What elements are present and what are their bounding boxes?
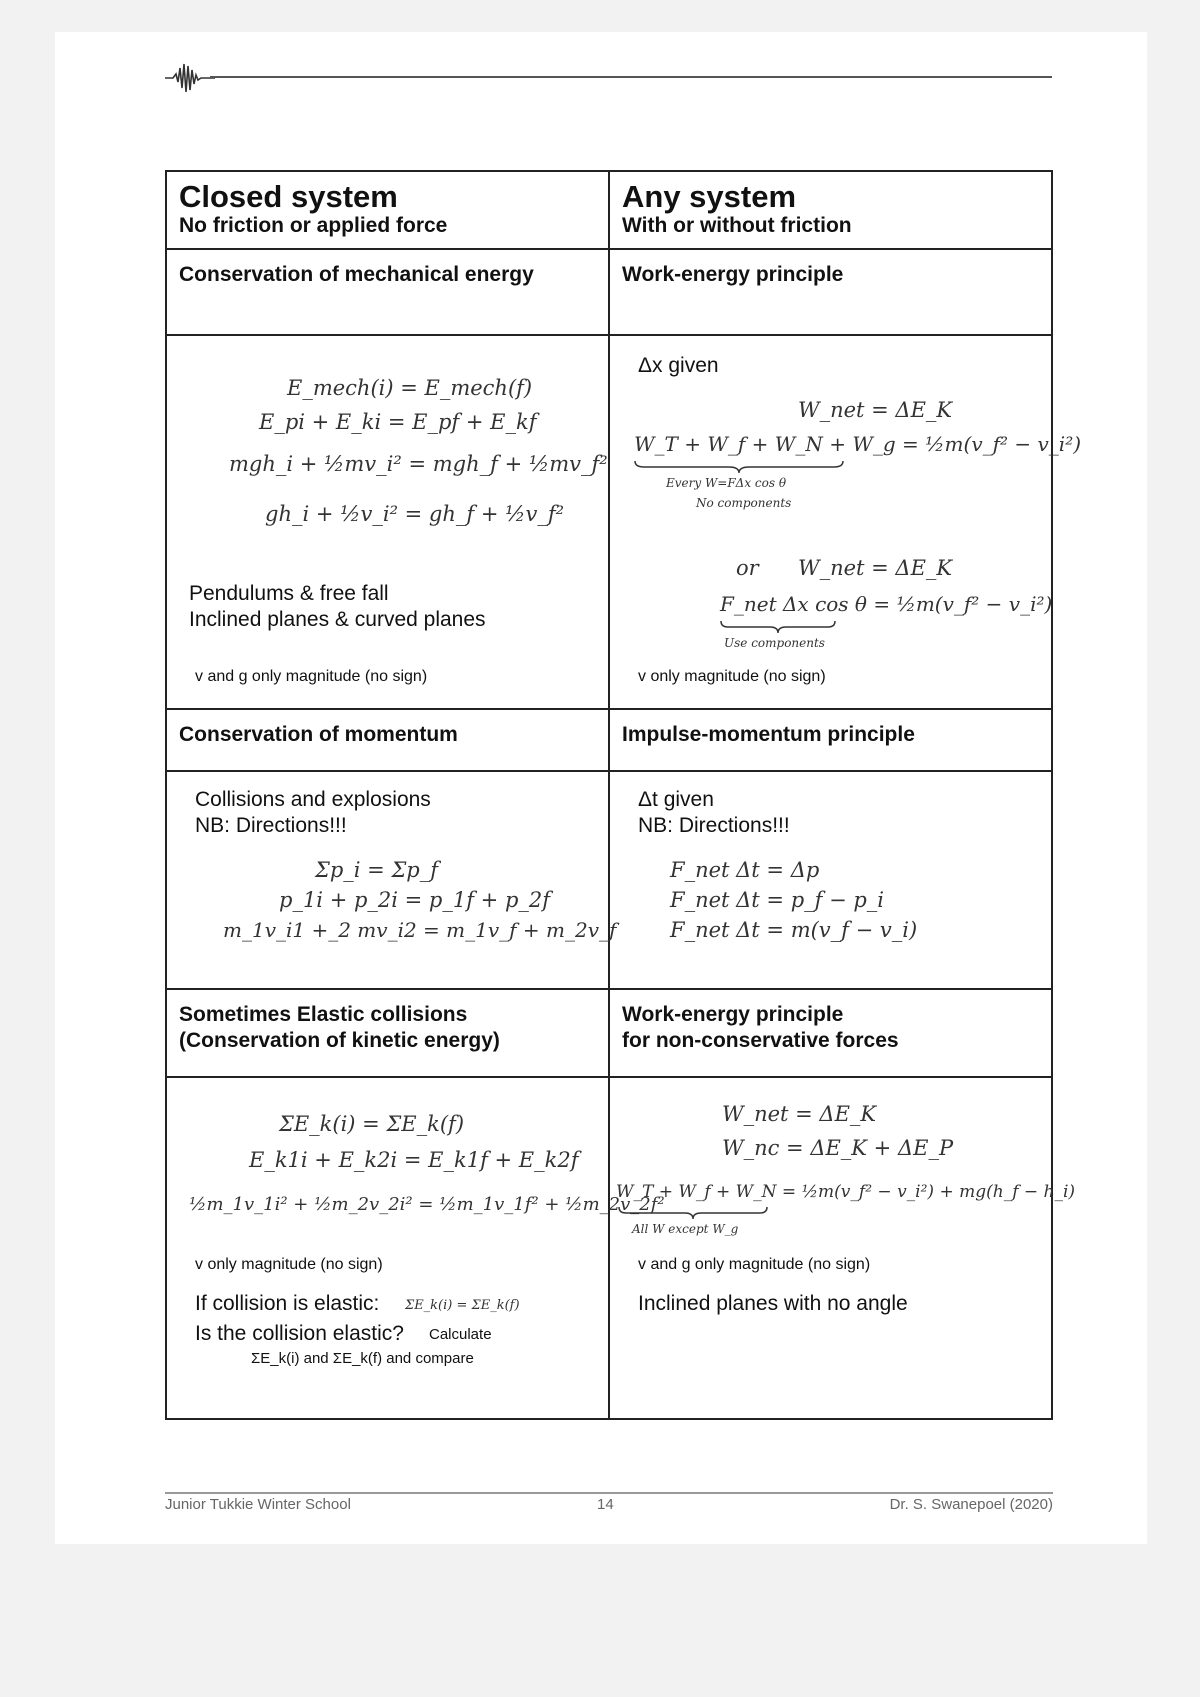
row3-left-heading-line2: (Conservation of kinetic energy) xyxy=(179,1029,500,1052)
eq-fnet-dx: F_net Δx cos θ = ½m(v_f² − v_i²) xyxy=(720,592,1053,616)
note-dt-given: Δt given xyxy=(638,788,714,811)
eq-mech-energy: E_mech(i) = E_mech(f) xyxy=(287,376,533,400)
row2-left-heading-cell xyxy=(166,709,609,771)
physics-summary-table xyxy=(165,170,1082,1420)
row2-right-body xyxy=(609,771,1052,989)
eq-p-sum: p_1i + p_2i = p_1f + p_2f xyxy=(279,888,551,912)
note-directions: NB: Directions!!! xyxy=(195,814,347,837)
row3-right-heading-cell xyxy=(609,989,1052,1077)
footer-left: Junior Tukkie Winter School xyxy=(165,1496,351,1513)
note-is-elastic: Is the collision elastic? xyxy=(195,1322,404,1345)
row3-right-heading-line1: Work-energy principle xyxy=(622,1003,844,1026)
note-inclined: Inclined planes & curved planes xyxy=(189,608,486,631)
note-directions-right: NB: Directions!!! xyxy=(638,814,790,837)
right-title-cell xyxy=(609,171,1052,249)
eq-wnc: W_nc = ΔE_K + ΔE_P xyxy=(722,1136,954,1160)
note-compare: ΣE_k(i) and ΣE_k(f) and compare xyxy=(251,1350,474,1367)
note-calculate: Calculate xyxy=(429,1326,492,1343)
row2-right-heading: Impulse-momentum principle xyxy=(622,723,915,746)
eq-wnet-3: W_net = ΔE_K xyxy=(722,1102,877,1126)
row3-left-heading xyxy=(167,990,608,1066)
eq-sum-momentum: Σp_i = Σp_f xyxy=(315,858,439,882)
note-v-magnitude: v only magnitude (no sign) xyxy=(638,668,826,685)
brace-label-no-components: No components xyxy=(696,496,792,510)
brace-label-all-w: All W except W_g xyxy=(632,1222,739,1236)
eq-wnet: W_net = ΔE_K xyxy=(798,398,953,422)
eq-nonconservative: W_T + W_f + W_N = ½m(v_f² − v_i²) + mg(h_f − h_i) xyxy=(616,1182,1076,1202)
eq-mv: m_1v_i1 +_2 mv_i2 = m_1v_f + m_2v_f xyxy=(223,918,617,942)
row1-right-heading: Work-energy principle xyxy=(622,263,844,286)
left-subtitle: No friction or applied force xyxy=(179,214,448,237)
row1-right-body xyxy=(609,335,1082,709)
note-dx-given: Δx given xyxy=(638,354,719,377)
text-or: or xyxy=(736,556,759,580)
note-if-elastic: If collision is elastic: xyxy=(195,1292,380,1315)
eq-impulse-mv: F_net Δt = m(v_f − v_i) xyxy=(670,918,918,942)
eq-sum-ek: ΣE_k(i) = ΣE_k(f) xyxy=(279,1112,465,1136)
brace-label-every-w: Every W=FΔx cos θ xyxy=(666,476,787,490)
note-v-g-magnitude: v and g only magnitude (no sign) xyxy=(638,1256,871,1273)
eq-impulse: F_net Δt = Δp xyxy=(670,858,820,882)
right-title: Any system xyxy=(622,179,797,214)
row1-right-heading-cell xyxy=(609,249,1052,335)
eq-elastic-inline: ΣE_k(i) = ΣE_k(f) xyxy=(405,1298,520,1313)
waveform-logo xyxy=(165,60,215,96)
eq-work-sum: W_T + W_f + W_N + W_g = ½m(v_f² − v_i²) xyxy=(634,432,1082,456)
header-rule xyxy=(210,76,1052,78)
brace-label-use-components: Use components xyxy=(724,636,825,650)
note-v-only: v only magnitude (no sign) xyxy=(195,1256,383,1273)
left-title: Closed system xyxy=(179,179,398,214)
note-magnitude: v and g only magnitude (no sign) xyxy=(195,668,428,685)
note-inclined-no-angle: Inclined planes with no angle xyxy=(638,1292,908,1315)
row3-left-body xyxy=(166,1077,665,1419)
eq-potential-kinetic: E_pi + E_ki = E_pf + E_kf xyxy=(259,410,537,434)
eq-impulse-p: F_net Δt = p_f − p_i xyxy=(670,888,885,912)
note-pendulums: Pendulums & free fall xyxy=(189,582,389,605)
underbrace-icon xyxy=(634,460,844,474)
row1-left-body xyxy=(166,335,609,709)
eq-half-mv: ½m_1v_1i² + ½m_2v_2i² = ½m_1v_1f² + ½m_2v_2f² xyxy=(189,1194,665,1215)
row2-left-body xyxy=(166,771,617,989)
right-subtitle: With or without friction xyxy=(622,214,852,237)
row1-left-heading-cell xyxy=(166,249,609,335)
eq-gh: gh_i + ½v_i² = gh_f + ½v_f² xyxy=(265,502,565,526)
eq-ek-sum: E_k1i + E_k2i = E_k1f + E_k2f xyxy=(249,1148,579,1172)
underbrace-icon xyxy=(720,620,836,634)
row3-right-body xyxy=(609,1077,1076,1419)
footer-right: Dr. S. Swanepoel (2020) xyxy=(889,1496,1053,1513)
row3-right-heading xyxy=(610,990,1051,1066)
eq-wnet-2: W_net = ΔE_K xyxy=(798,556,953,580)
row3-right-heading-line2: for non-conservative forces xyxy=(622,1029,899,1052)
footer-rule xyxy=(165,1492,1053,1494)
row2-left-heading: Conservation of momentum xyxy=(179,723,458,746)
eq-mgh: mgh_i + ½mv_i² = mgh_f + ½mv_f² xyxy=(229,452,608,476)
left-title-cell xyxy=(166,171,609,249)
row1-left-heading: Conservation of mechanical energy xyxy=(179,263,534,286)
underbrace-icon xyxy=(618,1206,768,1220)
row3-left-heading-cell xyxy=(166,989,609,1077)
note-collisions: Collisions and explosions xyxy=(195,788,431,811)
row2-right-heading-cell xyxy=(609,709,1052,771)
row3-left-heading-line1: Sometimes Elastic collisions xyxy=(179,1003,468,1026)
page-number: 14 xyxy=(597,1496,614,1513)
